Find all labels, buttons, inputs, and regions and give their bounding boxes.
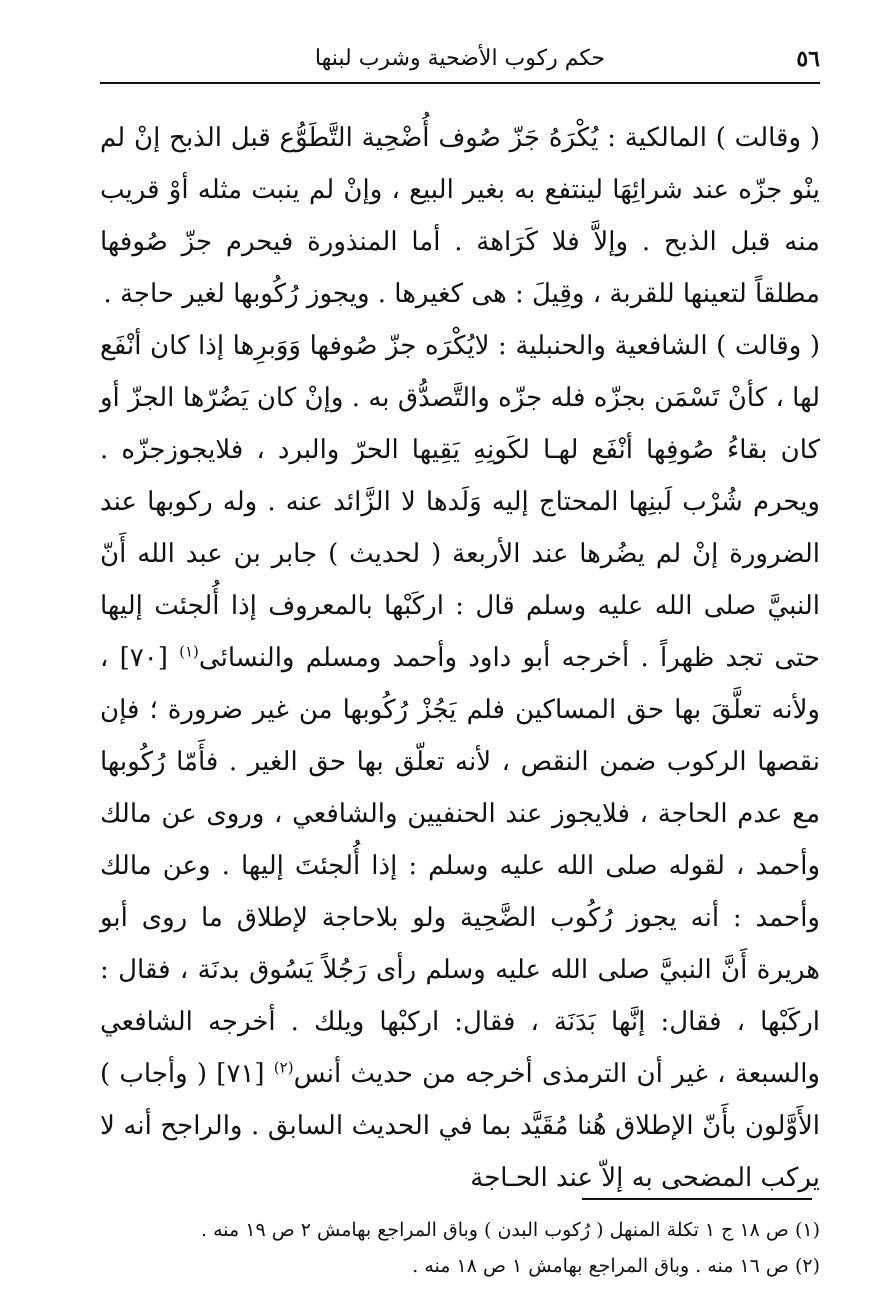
main-text (100, 112, 820, 1204)
paragraph-text: [٧٠] ، ولأنه تعلَّقَ بها حق المساكين فلم يَجُزْ رُكُوبها من غير ضرورة ؛ فإن نقصها الركوب ضمن النقص ، لأنه تعلّق بها حق الغير . فأَمّا رُكُوبها مع عدم الحاجة ، فلايجوز عند الحنفيين والشافعي ، وروى عن مالك وأحمد ، لقوله صلى الله عليه وسلم : إذا أُلجئتَ إليها . وعن مالك وأحمد : أنه يجوز رُكُوب الضَّحِية ولو بلاحاجة لإطلاق ما روى أبو هريرة أَنَّ النبيَّ صلى الله عليه وسلم رأى رَجُلاً يَسُوق بدنَة ، فقال : اركَبْها ، فقال: إنَّها بَدَنَة ، فقال: اركبْها ويلك . أخرجه الشافعي والسبعة ، غير أن الترمذى أخرجه من حديث أنس (100, 643, 820, 1089)
footnote-2: (٢) ص ١٦ منه . وباق المراجع بهامش ١ ص ١٨ منه . (412, 1255, 820, 1277)
paragraph-text: ( وقالت ) الشافعية والحنبلية : لايُكْرَه جزّ صُوفها وَوَبرِها إذا كان أنْفَع لها ، كأنْ تَسْمَن بجزّه فله جزّه والتَّصدُّق به . وإنْ كان يَضُرّها الجزّ أو كان بقاءُ صُوفِها أنْفَع لهـا لكَونِهِ يَقِيها الحرّ والبرد ، فلايجوزجزّه . ويحرم شُرْب لَبنِها المحتاج إليه وَلَدها لا الزَّائد عنه . وله ركوبها عند الضرورة إنْ لم يضُرها عند الأربعة ( لحديث ) جابر بن عبد الله أَنّ النبيَّ صلى الله عليه وسلم قال : اركَبْها بالمعروف إذا أُلجئت إليها حتى تجد ظهراً . أخرجه أبو داود وأحمد ومسلم والنسائى (100, 331, 820, 673)
paragraph-shafii-hanbali (100, 320, 820, 1204)
footnotes (100, 1212, 820, 1284)
paragraph-text: [٧١] ( وأجاب ) الأَوَّلون بأَنّ الإطلاق هُنا مُقَيَّد بما في الحديث السابق . والراجح أنه لا يركب المضحى به إلاّ عند الحـاجة (100, 1059, 820, 1193)
page-number: ٥٦ (796, 46, 820, 72)
page-header (100, 40, 820, 80)
paragraph-text: ( وقالت ) المالكية : يُكْرَهُ جَزّ صُوف أُضْحِية التَّطَوُّع قبل الذبح إنْ لم ينْو جزّه عند شرائِهَا لينتفع به بغير البيع ، وإنْ لم ينبت مثله أوْ قريب منه قبل الذبح . وإلاَّ فلا كَرَاهة . أما المنذورة فيحرم جزّ صُوفها مطلقاً لتعينها للقربة ، وقِيلَ : هى كغيرها . ويجوز رُكُوبها لغير حاجة . (100, 123, 820, 309)
header-rule (100, 82, 820, 84)
footnote-1: (١) ص ١٨ ج ١ تكلة المنهل ( رُكوب البدن ) وباق المراجع بهامش ٢ ص ١٩ منه . (201, 1219, 820, 1241)
footnote-marker-2: (٢) (273, 1058, 294, 1077)
paragraph-maliki (100, 112, 820, 320)
footnote-rule (582, 1198, 812, 1200)
running-title: حكم ركوب الأضحية وشرب لبنها (314, 46, 606, 71)
footnote-marker-1: (١) (179, 642, 199, 661)
